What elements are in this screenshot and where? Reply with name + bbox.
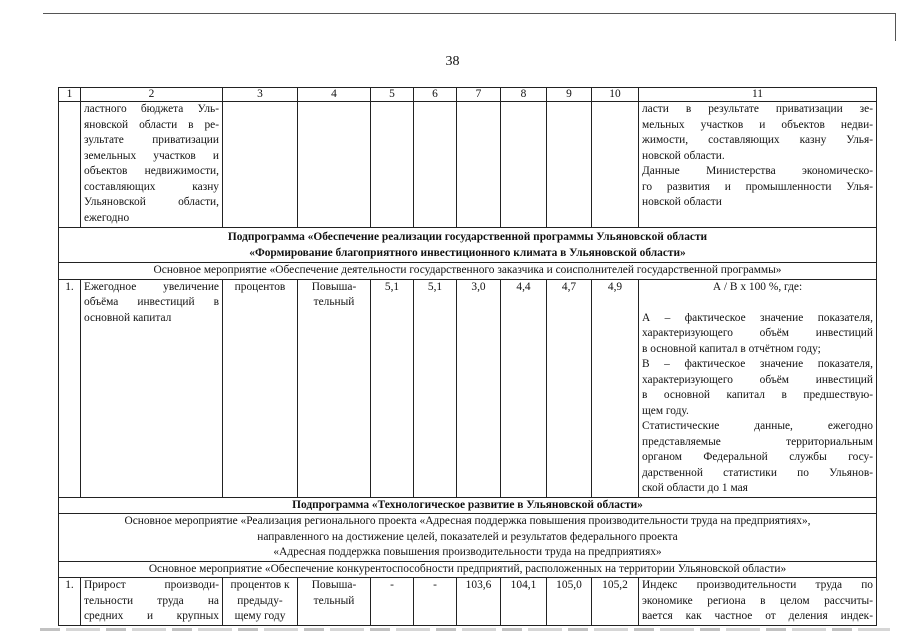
subprogram-row (59, 497, 877, 514)
subprogram-title: Подпрограмма «Технологическое развитие в Ульяновской области» (59, 497, 877, 514)
page-frame-right (895, 13, 896, 41)
page-number: 38 (445, 54, 460, 69)
cell-unit: процентов (223, 279, 298, 497)
table-row (59, 578, 877, 626)
cell-empty (547, 102, 592, 228)
col-number-11: 11 (639, 88, 877, 102)
cell-value: - (414, 578, 457, 626)
page-frame-top (43, 13, 896, 14)
indicator-table (58, 87, 877, 626)
cell-value: 4,4 (501, 279, 547, 497)
page-cut-edge (40, 628, 890, 631)
cell-empty (414, 102, 457, 228)
cell-empty (592, 102, 639, 228)
main-activity-title: Основное мероприятие «Реализация регионального проекта «Адресная поддержка повышения производительности труда на предприятиях», направленного на достижение целей, показателей и результатов федерального проекта «Адресная поддержка повышения производительности труда на предприятиях» (59, 514, 877, 562)
col-number-1: 1 (59, 88, 81, 102)
cell-value: 104,1 (501, 578, 547, 626)
row-number: 1. (59, 279, 81, 497)
main-activity-title: Основное мероприятие «Обеспечение конкурентоспособности предприятий, расположенных на территории Ульяновской области» (59, 561, 877, 578)
col-number-2: 2 (81, 88, 223, 102)
cell-unit: процентов к предыду- щему году (223, 578, 298, 626)
cell-empty (457, 102, 501, 228)
row-number: 1. (59, 578, 81, 626)
cell-method: А / В х 100 %, где: А – фактическое значение показателя, характеризующего объём инвестиций в основной капитал в отчётном году; В – фактическое значение показателя, характеризующего объём инвестиций в основной капитал в предшествую- щем году. Статистические данные, ежегодно представляемые территориальным органом Федеральной службы госу- дарственной статистики по Ульянов- ской области до 1 мая (639, 279, 877, 497)
cell-value: 5,1 (414, 279, 457, 497)
col-number-3: 3 (223, 88, 298, 102)
cell-value: 103,6 (457, 578, 501, 626)
col-number-10: 10 (592, 88, 639, 102)
col-number-9: 9 (547, 88, 592, 102)
main-activity-row (59, 514, 877, 562)
subprogram-title: Подпрограмма «Обеспечение реализации государственной программы Ульяновской области «Формирование благоприятного инвестиционного климата в Ульяновской области» (59, 228, 877, 263)
col-number-8: 8 (501, 88, 547, 102)
cell-empty (501, 102, 547, 228)
main-activity-row (59, 263, 877, 280)
cell-type: Повыша- тельный (298, 578, 371, 626)
cell-indicator-name: Прирост производи- тельности труда на средних и крупных (81, 578, 223, 626)
cell-value: 4,9 (592, 279, 639, 497)
table-row-continued (59, 102, 877, 228)
cell-value: 105,0 (547, 578, 592, 626)
blank-line (642, 295, 873, 311)
column-number-row (59, 88, 877, 102)
col-number-5: 5 (371, 88, 414, 102)
cell-empty (223, 102, 298, 228)
cell-type: Повыша- тельный (298, 279, 371, 497)
cell-empty (59, 102, 81, 228)
cell-value: 4,7 (547, 279, 592, 497)
cell-empty (298, 102, 371, 228)
cell-value: 5,1 (371, 279, 414, 497)
cell-indicator-name: ластного бюджета Уль- яновской области в ре- зультате приватизации земельных участков и объектов недвижимости, составляющих казну Ульяновской области, ежегодно (81, 102, 223, 228)
cell-value: - (371, 578, 414, 626)
cell-method: Индекс производительности труда по экономике региона в целом рассчиты- вается как частное от деления индек- (639, 578, 877, 626)
col-number-4: 4 (298, 88, 371, 102)
main-activity-row (59, 561, 877, 578)
cell-value: 105,2 (592, 578, 639, 626)
cell-value: 3,0 (457, 279, 501, 497)
cell-empty (371, 102, 414, 228)
col-number-7: 7 (457, 88, 501, 102)
subprogram-row (59, 228, 877, 263)
table-row (59, 279, 877, 497)
main-activity-title: Основное мероприятие «Обеспечение деятельности государственного заказчика и соисполнителей государственной программы» (59, 263, 877, 280)
cell-indicator-name: Ежегодное увеличение объёма инвестиций в основной капитал (81, 279, 223, 497)
col-number-6: 6 (414, 88, 457, 102)
cell-method: ласти в результате приватизации зе- мельных участков и объектов недви- жимости, составляющих казну Улья- новской области. Данные Министерства экономическо- го развития и промышленности Улья- новской области (639, 102, 877, 228)
